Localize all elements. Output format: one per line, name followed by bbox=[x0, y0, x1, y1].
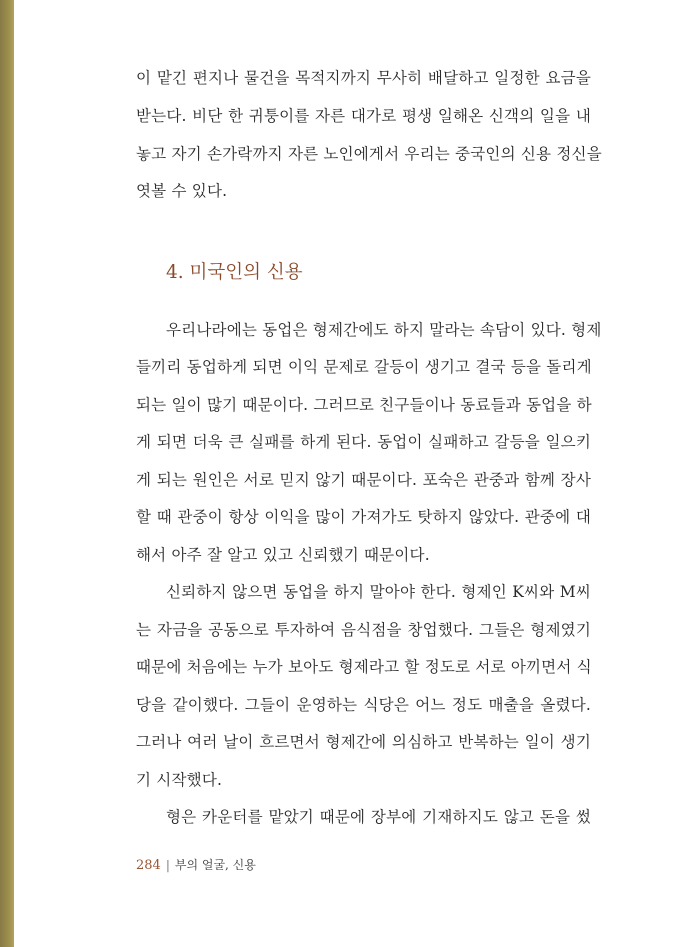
text-line: 그러나 여러 날이 흐르면서 형제간에 의심하고 반복하는 일이 생기 bbox=[136, 733, 591, 751]
text-line: 되는 일이 많기 때문이다. 그러므로 친구들이나 동료들과 동업을 하 bbox=[136, 396, 592, 414]
text-line: 우리나라에는 동업은 형제간에도 하지 말라는 속담이 있다. 형제 bbox=[166, 321, 602, 339]
text-line: 형은 카운터를 맡았기 때문에 장부에 기재하지도 않고 돈을 썼 bbox=[166, 808, 591, 826]
text-line: 해서 아주 잘 알고 있고 신뢰했기 때문이다. bbox=[136, 546, 430, 564]
text-line: 는 자금을 공동으로 투자하여 음식점을 창업했다. 그들은 형제였기 bbox=[136, 621, 591, 639]
page-number: 284 bbox=[136, 858, 161, 873]
text-line: 받는다. 비단 한 귀퉁이를 자른 대가로 평생 일해온 신객의 일을 내 bbox=[136, 107, 591, 125]
text-line: 기 시작했다. bbox=[136, 771, 223, 789]
text-line: 들끼리 동업하게 되면 이익 문제로 갈등이 생기고 결국 등을 돌리게 bbox=[136, 358, 592, 376]
section-heading: 4. 미국인의 신용 bbox=[166, 262, 303, 283]
book-title: 부의 얼굴, 신용 bbox=[174, 858, 256, 872]
text-line: 게 되는 원인은 서로 믿지 않기 때문이다. 포숙은 관중과 함께 장사 bbox=[136, 471, 591, 489]
page-footer bbox=[136, 857, 256, 874]
book-spine-edge bbox=[0, 0, 14, 947]
text-line: 엿볼 수 있다. bbox=[136, 182, 228, 200]
text-line: 놓고 자기 손가락까지 자른 노인에게서 우리는 중국인의 신용 정신을 bbox=[136, 145, 602, 163]
text-line: 할 때 관중이 항상 이익을 많이 가져가도 탓하지 않았다. 관중에 대 bbox=[136, 508, 591, 526]
text-line: 당을 같이했다. 그들이 운영하는 식당은 어느 정도 매출을 올렸다. bbox=[136, 696, 591, 714]
footer-separator: | bbox=[165, 858, 170, 872]
text-line: 때문에 처음에는 누가 보아도 형제라고 할 정도로 서로 아끼면서 식 bbox=[136, 658, 592, 676]
book-page bbox=[14, 0, 700, 947]
text-line: 이 맡긴 편지나 물건을 목적지까지 무사히 배달하고 일정한 요금을 bbox=[136, 69, 591, 87]
text-line: 게 되면 더욱 큰 실패를 하게 된다. 동업이 실패하고 갈등을 일으키 bbox=[136, 433, 591, 451]
text-line: 신뢰하지 않으면 동업을 하지 말아야 한다. 형제인 K씨와 M씨 bbox=[166, 583, 591, 601]
